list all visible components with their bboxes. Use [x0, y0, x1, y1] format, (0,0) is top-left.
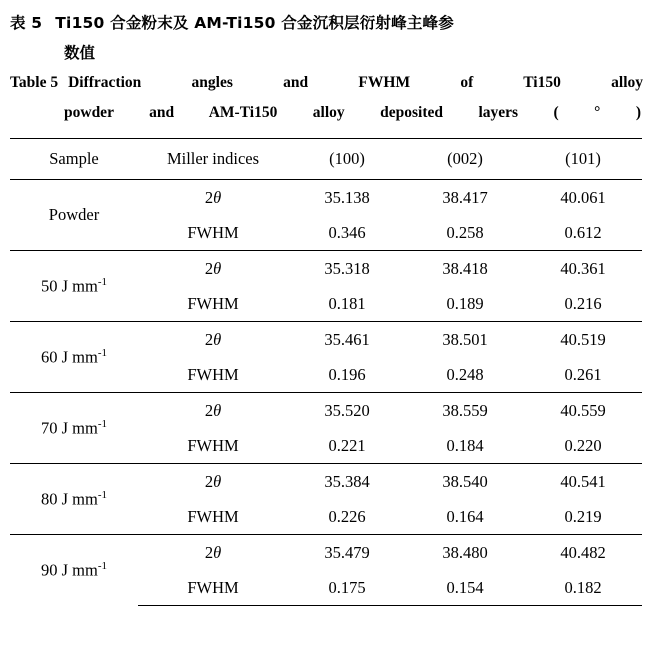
caption-english: [10, 68, 643, 128]
header-miller-indices: Miller indices: [138, 139, 288, 180]
cell-measure-label: FWHM: [187, 293, 239, 313]
cell-value: 38.559: [406, 393, 524, 429]
cell-value: 35.479: [288, 535, 406, 571]
cell-value: 0.184: [446, 435, 484, 455]
table-row: [10, 180, 642, 216]
table-row: [10, 322, 642, 358]
cell-value: 38.480: [406, 535, 524, 571]
sample-unit-exponent: -1: [97, 275, 107, 288]
cell-value: 38.417: [406, 180, 524, 216]
cell-value: 0.219: [564, 506, 602, 526]
cell-sample: 70 J $mm^{-1}$: [10, 393, 138, 464]
header-sample: Sample: [10, 139, 138, 180]
caption-chinese: [10, 8, 643, 38]
cell-value: 35.520: [288, 393, 406, 429]
cell-value: 0.612: [564, 222, 602, 242]
caption-english-text-continued: powder and AM-Ti150 alloy deposited layers ( ° ): [64, 104, 641, 121]
cell-value: 35.384: [288, 464, 406, 500]
cell-measure-label: 2θ: [138, 393, 288, 429]
cell-sample: 50 J $mm^{-1}$: [10, 251, 138, 322]
cell-measure-label: FWHM: [138, 570, 288, 606]
cell-value: 38.540: [406, 464, 524, 500]
table-row: [10, 464, 642, 500]
header-101: (101): [524, 139, 642, 180]
cell-measure-label: 2θ: [138, 322, 288, 358]
cell-value: 35.461: [288, 322, 406, 358]
cell-measure-label: FWHM: [187, 435, 239, 455]
cell-value: 0.221: [328, 435, 366, 455]
sample-unit-exponent: -1: [97, 417, 107, 430]
cell-measure-label: FWHM: [187, 222, 239, 242]
cell-value: 0.258: [446, 222, 484, 242]
table-row: [10, 535, 642, 571]
cell-value: 38.501: [406, 322, 524, 358]
cell-value: 0.181: [328, 293, 366, 313]
cell-measure-label: 2θ: [138, 535, 288, 571]
cell-value: 40.482: [524, 535, 642, 571]
sample-unit-exponent: -1: [97, 488, 107, 501]
cell-value: 0.182: [524, 570, 642, 606]
cell-value: 0.175: [288, 570, 406, 606]
cell-value: 0.196: [328, 364, 366, 384]
table-row: [10, 251, 642, 287]
cell-sample: Powder: [10, 180, 138, 251]
caption-chinese-label: 表 5: [10, 14, 43, 32]
caption-chinese-text-continued: 数值: [64, 44, 96, 62]
cell-value: 0.220: [564, 435, 602, 455]
cell-measure-label: FWHM: [187, 506, 239, 526]
header-002: (002): [406, 139, 524, 180]
sample-unit-exponent: -1: [97, 346, 107, 359]
cell-measure-label: 2θ: [138, 251, 288, 287]
header-100: (100): [288, 139, 406, 180]
caption-chinese-text: Ti150 合金粉末及 AM-Ti150 合金沉积层衍射峰主峰参: [55, 14, 454, 32]
cell-value: 0.189: [446, 293, 484, 313]
cell-value: 0.346: [328, 222, 366, 242]
cell-measure-label: 2θ: [138, 464, 288, 500]
cell-sample: 90 J $mm^{-1}$: [10, 535, 138, 606]
diffraction-data-table: [10, 138, 642, 606]
cell-value: 0.226: [328, 506, 366, 526]
sample-unit-exponent: -1: [97, 560, 107, 572]
table-row: [10, 393, 642, 429]
cell-sample: 80 J $mm^{-1}$: [10, 464, 138, 535]
cell-value: 0.216: [564, 293, 602, 313]
cell-value: 35.318: [288, 251, 406, 287]
cell-value: 35.138: [288, 180, 406, 216]
cell-value: 40.061: [524, 180, 642, 216]
cell-value: 40.361: [524, 251, 642, 287]
cell-value: 38.418: [406, 251, 524, 287]
cell-measure-label: FWHM: [187, 364, 239, 384]
cell-value: 0.261: [564, 364, 602, 384]
cell-value: 40.541: [524, 464, 642, 500]
caption-english-label: Table 5: [10, 74, 59, 91]
table-body: [10, 180, 642, 606]
cell-value: 0.164: [446, 506, 484, 526]
table-header: [10, 139, 642, 180]
cell-value: 0.248: [446, 364, 484, 384]
cell-sample: 60 J $mm^{-1}$: [10, 322, 138, 393]
cell-value: 0.154: [406, 570, 524, 606]
cell-value: 40.559: [524, 393, 642, 429]
cell-value: 40.519: [524, 322, 642, 358]
cell-measure-label: 2θ: [138, 180, 288, 216]
caption-english-text: Diffraction angles and FWHM of Ti150 alloy: [68, 74, 643, 91]
table-header-row: [10, 139, 642, 180]
